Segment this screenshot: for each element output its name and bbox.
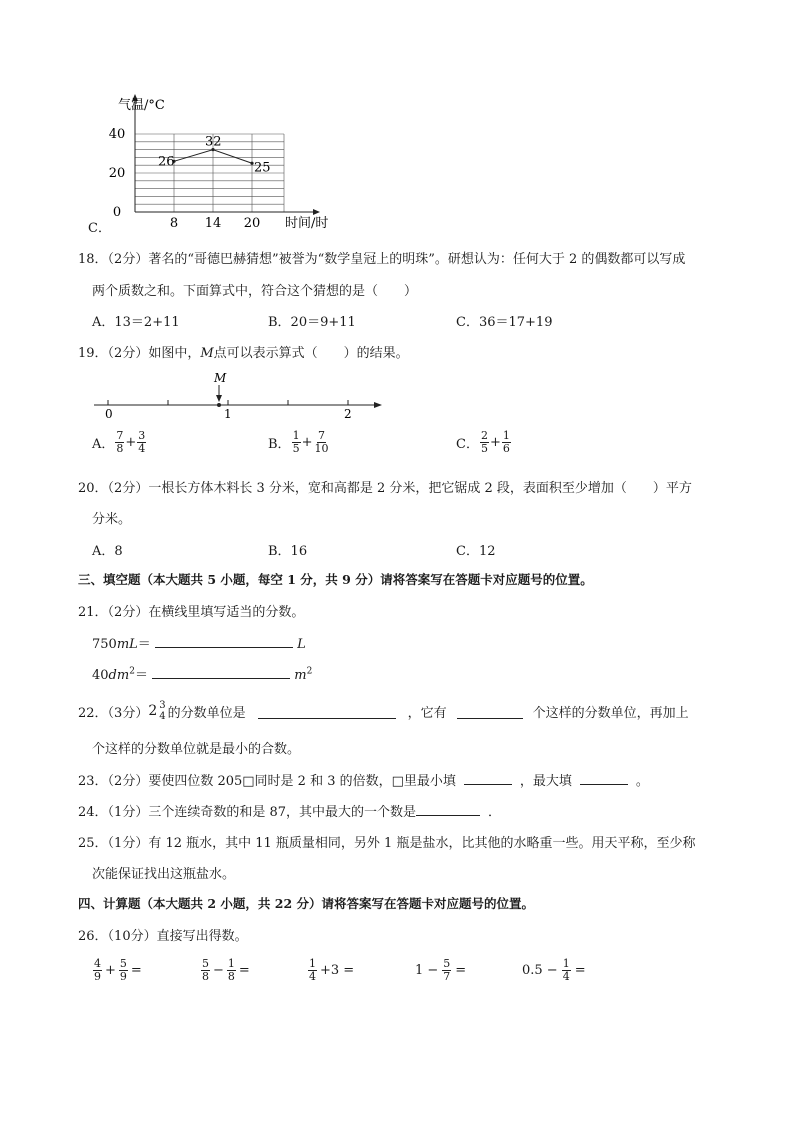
q22-line2: 个这样的分数单位就是最小的合数。 <box>92 742 301 757</box>
data-label: 25 <box>254 160 271 176</box>
q18-option-a: A．13＝2+11 <box>92 315 180 330</box>
answer-blank[interactable] <box>155 633 293 648</box>
q24-text: 24．（1分）三个连续奇数的和是 87，其中最大的一个数是 ． <box>78 801 501 820</box>
fraction: $\frac{7}{10}$ <box>314 429 329 455</box>
data-label: 26 <box>158 154 175 170</box>
q18-line2: 两个质数之和。下面算式中，符合这个猜想的是（ ） <box>92 284 418 299</box>
q21-row2: $40dm^2= m^2$ <box>92 664 312 683</box>
q21-row1: 750mL＝ L <box>92 633 306 652</box>
x-tick-label: 14 <box>204 216 222 231</box>
tick-label-1: 1 <box>224 407 232 420</box>
point-m <box>217 403 221 407</box>
answer-blank[interactable] <box>464 770 512 785</box>
fraction: $\frac{1}{5}$ <box>292 429 300 455</box>
q23-text: 23．（2分）要使四位数 205□同时是 2 和 3 的倍数，□里最小填 ，最大填 。 <box>78 770 649 789</box>
data-label: 32 <box>205 134 222 150</box>
number-line-arrow <box>374 402 382 408</box>
q19-text <box>78 342 409 361</box>
q20-option-c: C．12 <box>456 544 496 559</box>
fraction: $\frac{1}{6}$ <box>502 429 510 455</box>
number-line <box>90 368 390 420</box>
y-tick-label: 0 <box>112 205 122 220</box>
x-tick-label: 20 <box>243 216 261 231</box>
q19-option-c-label: C． <box>456 437 479 452</box>
answer-blank[interactable] <box>580 770 628 785</box>
section-4-heading: 四、计算题（本大题共 2 小题，共 22 分）请将答案写在答题卡对应题号的位置。 <box>78 896 535 911</box>
q22-line1: 22．（3分） 2 3 4 的分数单位是 ，它有 个这样的分数单位，再加上 <box>78 700 689 722</box>
section-3-heading: 三、填空题（本大题共 5 小题，每空 1 分，共 9 分）请将答案写在答题卡对应题号的位置。 <box>78 572 593 587</box>
q25-line2: 次能保证找出这瓶盐水。 <box>92 867 236 882</box>
fraction: $\frac{7}{8}$ <box>116 429 124 455</box>
expr-3: $\frac{1}{4}$ +3 = <box>309 957 355 983</box>
fraction: $\frac{3}{4}$ <box>138 429 146 455</box>
q20-line1: 20．（2分）一根长方体木料长 3 分米，宽和高都是 2 分米，把它锯成 2 段，表面积至少增加（ ）平方 <box>78 481 692 496</box>
q19-option-b: B． $\frac{1}{5}$ + $\frac{7}{10}$ <box>268 429 329 455</box>
q19-option-b-label: B． <box>268 437 291 452</box>
x-axis-arrow <box>313 209 320 215</box>
expr-4: 1 − $\frac{5}{7}$ = <box>415 957 467 983</box>
x-tick-label: 8 <box>169 216 179 231</box>
q19-text-pre: 19．（2分）如图中， <box>78 346 201 361</box>
q26-text: 26．（10分）直接写出得数。 <box>78 929 248 944</box>
x-axis-label: 时间/时 <box>285 216 329 231</box>
q20-option-b: B．16 <box>268 544 308 559</box>
q20-option-a: A．8 <box>92 544 123 559</box>
answer-blank[interactable] <box>457 704 523 719</box>
q19-text-m: M <box>200 346 214 361</box>
y-axis-label: 气温/°C <box>118 98 165 113</box>
option-c-label: C． <box>88 221 111 236</box>
tick-label-2: 2 <box>344 407 352 420</box>
y-tick-label: 20 <box>108 166 126 181</box>
q25-line1: 25．（1分）有 12 瓶水，其中 11 瓶质量相同，另外 1 瓶是盐水，比其他的水略重一些。用天平称，至少称 <box>78 836 696 851</box>
expr-5: 0.5 − $\frac{1}{4}$ = <box>522 957 586 983</box>
q18-option-c: C．36＝17+19 <box>456 315 553 330</box>
y-tick-label: 40 <box>108 127 126 142</box>
expr-1: $\frac{4}{9}$ + $\frac{5}{9}$ = <box>94 957 142 983</box>
m-label: M <box>214 371 227 385</box>
q20-line2: 分米。 <box>92 512 132 527</box>
answer-blank[interactable] <box>416 801 480 816</box>
q18-option-b: B．20＝9+11 <box>268 315 356 330</box>
q18-line1: 18．（2分）著名的“哥德巴赫猜想”被誉为“数学皇冠上的明珠”。研想认为：任何大于 2 的偶数都可以写成 <box>78 252 686 267</box>
m-pointer-arrow <box>216 395 222 402</box>
expr-2: $\frac{5}{8}$ − $\frac{1}{8}$ = <box>202 957 250 983</box>
q19-option-a: A． $\frac{7}{8}$ + $\frac{3}{4}$ <box>92 429 146 455</box>
answer-blank[interactable] <box>258 704 396 719</box>
tick-label-0: 0 <box>105 407 113 420</box>
fraction: $\frac{2}{5}$ <box>480 429 488 455</box>
q19-option-a-label: A． <box>92 437 115 452</box>
q19-option-c: C． $\frac{2}{5}$ + $\frac{1}{6}$ <box>456 429 510 455</box>
answer-blank[interactable] <box>152 664 290 679</box>
mixed-fraction: 3 4 <box>159 700 166 722</box>
q21-text: 21．（2分）在横线里填写适当的分数。 <box>78 605 305 620</box>
temperature-line-chart <box>88 92 348 232</box>
q19-text-post: 点可以表示算式（ ）的结果。 <box>213 346 409 361</box>
